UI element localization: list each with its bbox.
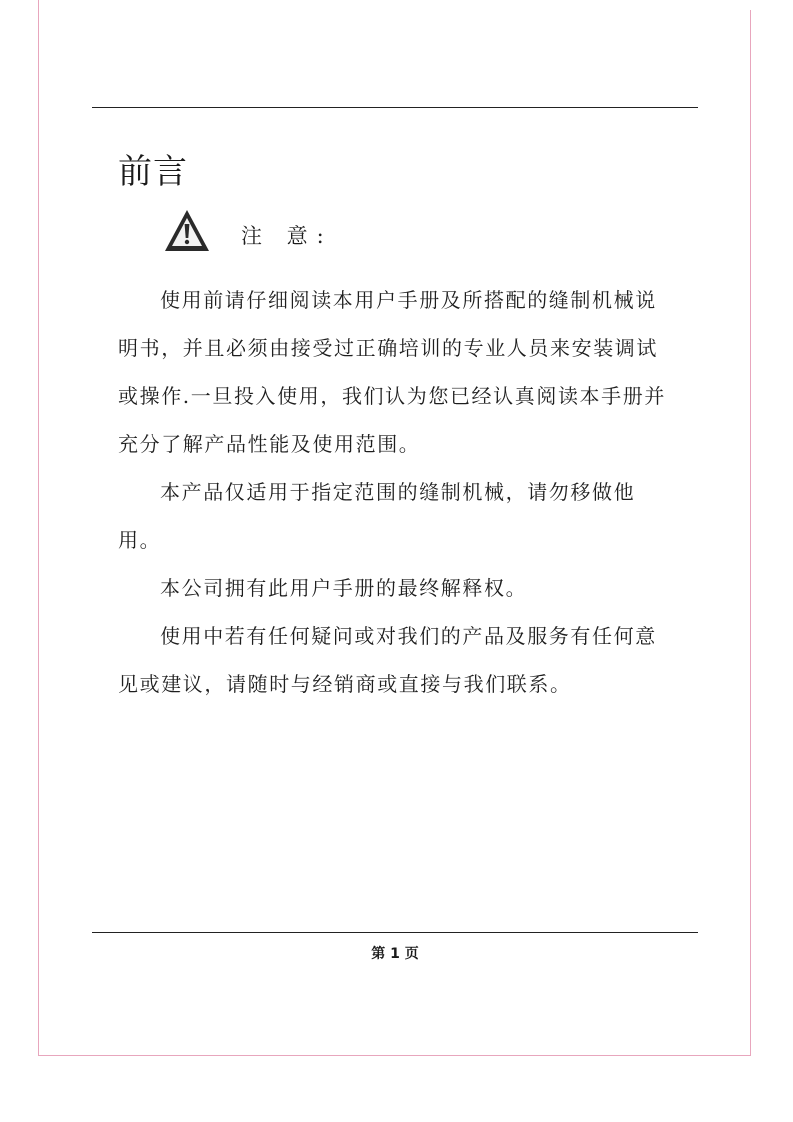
- paragraph-interpretation-right: 本公司拥有此用户手册的最终解释权。: [160, 576, 528, 600]
- notice-label: 注 意:: [241, 224, 333, 248]
- page-title: 前言: [118, 152, 188, 192]
- page-trim-left: [38, 0, 39, 1055]
- header-rule: [92, 107, 698, 108]
- page-trim-bottom: [38, 1055, 751, 1056]
- warning-triangle-icon: [163, 208, 211, 254]
- preface-body: [118, 276, 666, 708]
- footer-rule: [92, 932, 698, 933]
- page-trim-right: [750, 10, 751, 1055]
- paragraph-contact: 使用中若有任何疑问或对我们的产品及服务有任何意见或建议，请随时与经销商或直接与我们联系。: [118, 624, 657, 696]
- page-number: 第 1 页: [371, 946, 419, 962]
- notice: [163, 206, 333, 256]
- paragraph-usage-scope: 本产品仅适用于指定范围的缝制机械，请勿移做他用。: [118, 480, 636, 552]
- paragraph-read-manual: 使用前请仔细阅读本用户手册及所搭配的缝制机械说明书，并且必须由接受过正确培训的专业人员来安装调试或操作.一旦投入使用，我们认为您已经认真阅读本手册并充分了解产品性能及使用范围。: [118, 288, 666, 456]
